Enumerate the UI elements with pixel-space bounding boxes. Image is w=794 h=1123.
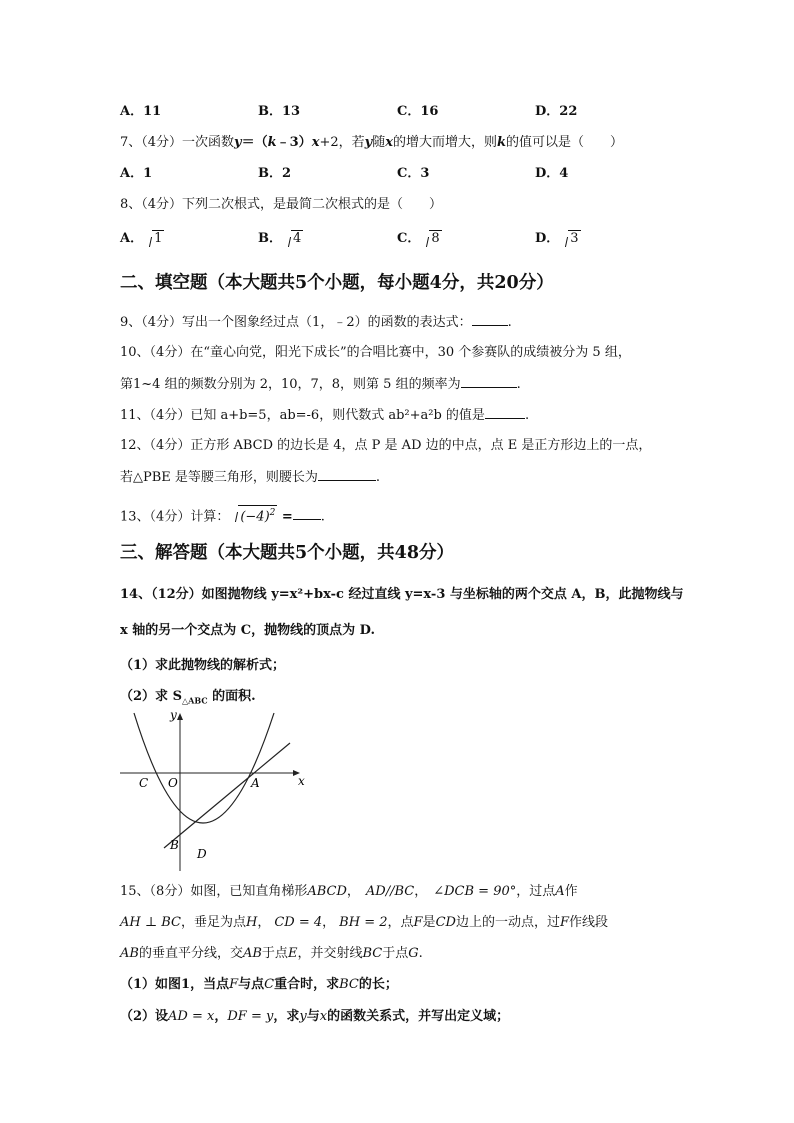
- q8-label-c: C．: [397, 231, 421, 246]
- q15-text: ，垂足为点: [180, 915, 246, 930]
- parabola-figure: [118, 705, 310, 873]
- section-3-heading: 三、解答题（本大题共5个小题，共48分）: [120, 543, 455, 563]
- q7-option-c: C．3: [397, 166, 430, 181]
- question-15-sub1: [120, 976, 398, 994]
- q15-math: A: [555, 884, 565, 899]
- q15-math: AD = x: [168, 1009, 215, 1024]
- q15-text: ，过点: [516, 884, 556, 899]
- q13-text: 13、（4分）计算：: [120, 509, 230, 525]
- question-14-sub1: （1）求此抛物线的解析式；: [120, 658, 286, 673]
- q8-option-c: [397, 230, 442, 248]
- q15-math: F: [559, 915, 569, 930]
- q15-text: 于点: [261, 946, 288, 961]
- q15-math: CD = 4: [274, 915, 323, 930]
- y-axis-arrow-icon: [177, 713, 183, 720]
- label-a: A: [251, 776, 260, 790]
- q15-text: ，: [414, 884, 428, 899]
- q15-text: （1）如图1，当点: [120, 977, 230, 992]
- q15-text: 的长；: [358, 977, 398, 992]
- question-15-line1: [120, 883, 578, 901]
- q15-math: ∠DCB = 90°: [433, 884, 517, 899]
- answer-blank: [472, 313, 508, 326]
- q15-text: 于点: [382, 946, 409, 961]
- question-12-line2: [120, 468, 380, 487]
- q6-option-b: B．13: [258, 104, 301, 119]
- straight-line: [164, 743, 290, 848]
- q13-radicand: (−4): [240, 509, 270, 525]
- q7-var-y2: y: [364, 135, 373, 150]
- question-13: [120, 505, 325, 526]
- answer-blank: [293, 507, 321, 520]
- q15-text: ，: [322, 915, 336, 930]
- q8-radicand-a: 1: [154, 231, 163, 246]
- q7-minus3: ﹣3）: [276, 135, 312, 150]
- q15-math: x: [319, 1009, 328, 1024]
- q15-math: F: [229, 977, 239, 992]
- q15-math: C: [264, 977, 275, 992]
- question-7: [120, 134, 623, 152]
- q15-math: AB: [242, 946, 262, 961]
- q15-math: E: [287, 946, 298, 961]
- question-10-line2: [120, 375, 521, 394]
- q7-option-b: B．2: [258, 166, 292, 181]
- q15-text: ，求: [273, 1009, 300, 1024]
- q15-text: 作线段: [568, 915, 608, 930]
- q15-text: 15、（8分）如图，已知直角梯形: [120, 884, 308, 899]
- q8-label-b: B．: [258, 231, 282, 246]
- q13-radicand-wrap: [238, 505, 277, 524]
- q12-end: .: [375, 470, 381, 485]
- q15-math: y: [299, 1009, 307, 1024]
- label-d: D: [197, 847, 207, 861]
- question-12-line1: 12、（4分）正方形 ABCD 的边长是 4，点 P 是 AD 边的中点，点 E 是正方形边上的一点，: [120, 438, 652, 453]
- q15-text: 是: [422, 915, 436, 930]
- q6-option-a: A．11: [120, 104, 162, 119]
- label-o: O: [168, 776, 178, 790]
- q15-text: 与点: [238, 977, 265, 992]
- question-8: 8、（4分）下列二次根式，是最简二次根式的是（ ）: [120, 197, 443, 212]
- q8-label-a: A．: [120, 231, 144, 246]
- q13-exponent: 2: [269, 508, 276, 518]
- q15-math: AB: [120, 946, 139, 961]
- q11-end: .: [524, 408, 530, 423]
- q14-sub2-post: 的面积.: [207, 689, 256, 704]
- q15-math: BC: [362, 946, 383, 961]
- q12-text: 若△PBE 是等腰三角形，则腰长为: [120, 470, 318, 485]
- q15-text: ，: [346, 884, 360, 899]
- q7-num: 7、（4分）一次函数: [120, 135, 235, 150]
- q8-option-b: [258, 230, 303, 248]
- q7-var-x2: x: [385, 135, 393, 150]
- q8-label-d: D．: [535, 231, 560, 246]
- q7-eq: ＝（: [241, 135, 268, 150]
- q15-text: 重合时，求: [274, 977, 340, 992]
- q7-option-d: D．4: [535, 166, 569, 181]
- q8-radicand-b: 4: [293, 231, 302, 246]
- q9-text: 9、（4分）写出一个图象经过点（1，﹣2）的函数的表达式：: [120, 315, 472, 330]
- q8-radicand-c: 8: [431, 231, 440, 246]
- q11-text: 11、（4分）已知 a+b=5，ab=-6，则代数式 ab²+a²b 的值是: [120, 408, 485, 423]
- question-15-line3: [120, 945, 423, 963]
- q7-option-a: A．1: [120, 166, 153, 181]
- sqrt-symbol: [143, 230, 164, 248]
- question-15-line2: [120, 914, 608, 932]
- q7-text1: +2，若: [319, 135, 365, 150]
- q15-math: CD: [435, 915, 456, 930]
- question-10-line1: 10、（4分）在“童心向党，阳光下成长”的合唱比赛中，30 个参赛队的成绩被分为 5 组，: [120, 345, 631, 360]
- sqrt-symbol: [559, 230, 580, 248]
- q15-text: .: [418, 946, 423, 961]
- q15-math: AD//BC: [365, 884, 415, 899]
- q7-var-k: k: [267, 135, 277, 150]
- section-2-heading: 二、填空题（本大题共5个小题，每小题4分，共20分）: [120, 273, 554, 293]
- q15-math: AH ⊥ BC: [120, 915, 181, 930]
- q13-end: .: [320, 509, 325, 525]
- q13-equals: =: [277, 509, 293, 525]
- q6-option-c: C．16: [397, 104, 439, 119]
- sqrt-symbol: [229, 505, 277, 526]
- label-b: B: [170, 838, 179, 852]
- label-y: y: [170, 708, 177, 722]
- q15-text: 与: [306, 1009, 320, 1024]
- question-11: [120, 406, 529, 425]
- q8-radicand-d: 3: [570, 231, 579, 246]
- question-14-line2: x 轴的另一个交点为 C，抛物线的顶点为 D.: [120, 623, 376, 638]
- q15-math: BC: [339, 977, 359, 992]
- q15-math: ABCD: [307, 884, 347, 899]
- q7-var-y: y: [234, 135, 242, 150]
- question-9: [120, 313, 512, 332]
- q7-text4: 的值可以是（ ）: [506, 135, 624, 150]
- parabola-curve: [134, 713, 274, 823]
- q7-text3: 的增大而增大，则: [392, 135, 497, 150]
- label-c: C: [139, 776, 149, 790]
- q7-text2: 随: [372, 135, 386, 150]
- q15-text: （2）设: [120, 1009, 169, 1024]
- q15-text: ，: [257, 915, 271, 930]
- q15-math: H: [245, 915, 258, 930]
- answer-blank: [461, 375, 517, 388]
- q14-sub2-pre: （2）求 S: [120, 689, 182, 704]
- q7-var-x: x: [311, 135, 320, 150]
- q7-var-k2: k: [496, 135, 506, 150]
- q15-math: DF = y: [227, 1009, 274, 1024]
- q9-end: .: [507, 315, 512, 330]
- sqrt-symbol: [282, 230, 303, 248]
- q15-text: 的函数关系式，并写出定义域；: [327, 1009, 510, 1024]
- q8-option-d: [535, 230, 581, 248]
- q15-text: 边上的一动点，过: [455, 915, 560, 930]
- q14-sub2-subscript: △ABC: [181, 695, 208, 706]
- question-14-line1: 14、（12分）如图抛物线 y=x²+bx-c 经过直线 y=x-3 与坐标轴的两个交点 A，B，此抛物线与: [120, 587, 684, 602]
- q15-text: ，: [214, 1009, 228, 1024]
- q15-text: ，点: [387, 915, 414, 930]
- q15-text: ，并交射线: [297, 946, 363, 961]
- answer-blank: [485, 406, 525, 419]
- q8-option-a: [120, 230, 164, 248]
- q10-text: 第1~4 组的频数分别为 2，10，7，8，则第 5 组的频率为: [120, 377, 461, 392]
- q15-text: 的垂直平分线，交: [138, 946, 243, 961]
- label-x: x: [298, 774, 305, 788]
- answer-blank: [318, 468, 376, 481]
- sqrt-symbol: [420, 230, 441, 248]
- q15-math: BH = 2: [339, 915, 388, 930]
- q15-text: 作: [564, 884, 578, 899]
- q15-math: F: [413, 915, 423, 930]
- q15-math: G: [408, 946, 419, 961]
- q10-end: .: [516, 377, 521, 392]
- question-15-sub2: [120, 1008, 509, 1026]
- q6-option-d: D．22: [535, 104, 578, 119]
